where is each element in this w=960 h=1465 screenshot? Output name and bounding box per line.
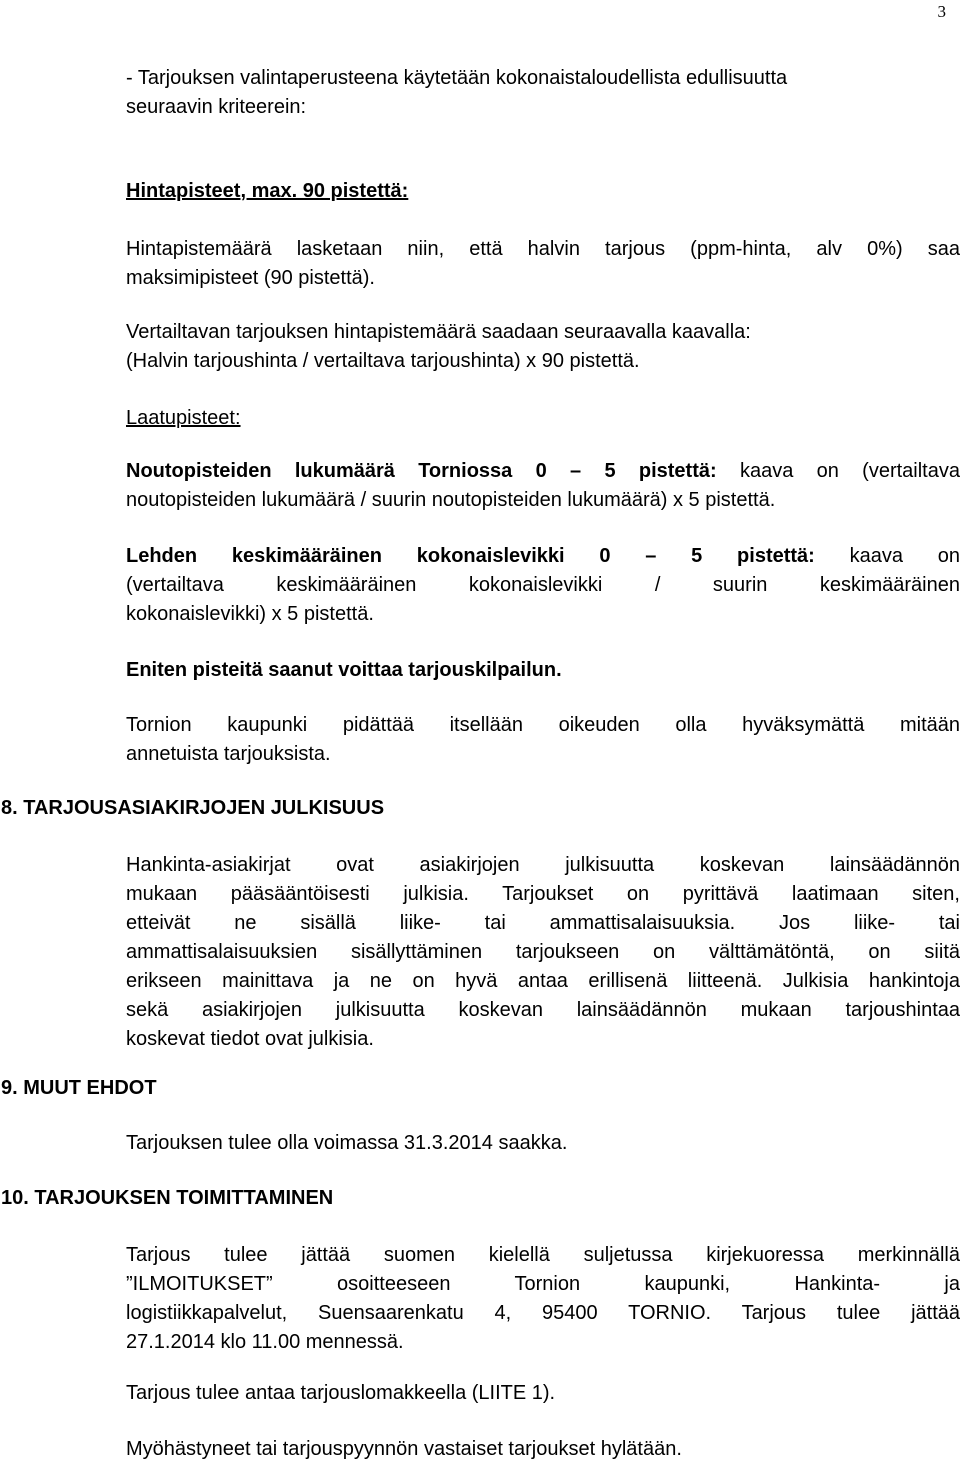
pickup-points-line-1 bbox=[126, 457, 960, 486]
section-10-body bbox=[126, 1241, 960, 1357]
winner-statement: Eniten pisteitä saanut voittaa tarjouskilpailun. bbox=[126, 659, 562, 681]
pickup-points-line-2: noutopisteiden lukumäärä / suurin noutopisteiden lukumäärä) x 5 pistettä. bbox=[126, 489, 776, 511]
pickup-points-criterion bbox=[126, 457, 960, 515]
price-points-line-1: Hintapistemäärä lasketaan niin, että halvin tarjous (ppm-hinta, alv 0%) saa bbox=[126, 238, 960, 260]
price-points-description bbox=[126, 235, 960, 293]
circulation-criterion bbox=[126, 542, 960, 629]
circulation-line-1 bbox=[126, 542, 960, 571]
offer-validity: Tarjouksen tulee olla voimassa 31.3.2014 saakka. bbox=[126, 1132, 568, 1154]
price-formula-line-1: Vertailtavan tarjouksen hintapistemäärä saadaan seuraavalla kaavalla: bbox=[126, 321, 751, 343]
page-number: 3 bbox=[937, 2, 946, 21]
section-8-line-5: erikseen mainittava ja ne on hyvä antaa erillisenä liitteenä. Julkisia hankintoja bbox=[126, 970, 960, 992]
pickup-points-label: Noutopisteiden lukumäärä Torniossa 0 – 5 pistettä: bbox=[126, 460, 717, 482]
rejection-right bbox=[126, 711, 960, 769]
criteria-intro-line-1: - Tarjouksen valintaperusteena käytetään kokonaistaloudellista edullisuutta bbox=[126, 67, 788, 89]
section-8-line-4: ammattisalaisuuksien sisällyttäminen tarjoukseen on välttämätöntä, on siitä bbox=[126, 941, 960, 963]
circulation-line-2: (vertailtava keskimääräinen kokonaislevikki / suurin keskimääräinen bbox=[126, 574, 960, 596]
section-8-line-6: sekä asiakirjojen julkisuutta koskevan lainsäädännön mukaan tarjoushintaa bbox=[126, 999, 960, 1021]
section-8-heading: 8. TARJOUSASIAKIRJOJEN JULKISUUS bbox=[1, 797, 385, 819]
pickup-points-formula-start: kaava on (vertailtava bbox=[716, 460, 960, 482]
rejection-right-line-2: annetuista tarjouksista. bbox=[126, 743, 331, 765]
price-points-heading: Hintapisteet, max. 90 pistettä: bbox=[126, 180, 409, 202]
section-8-line-2: mukaan pääsääntöisesti julkisia. Tarjoukset on pyrittävä laatimaan siten, bbox=[126, 883, 960, 905]
price-formula bbox=[126, 318, 960, 376]
section-8-body bbox=[126, 851, 960, 1054]
criteria-intro-line-2: seuraavin kriteerein: bbox=[126, 96, 307, 118]
section-8-line-3: etteivät ne sisällä liike- tai ammattisalaisuuksia. Jos liike- tai bbox=[126, 912, 960, 934]
criteria-intro bbox=[126, 64, 960, 122]
rejection-right-line-1: Tornion kaupunki pidättää itsellään oikeuden olla hyväksymättä mitään bbox=[126, 714, 960, 736]
price-points-line-2: maksimipisteet (90 pistettä). bbox=[126, 267, 375, 289]
quality-points-heading: Laatupisteet: bbox=[126, 407, 241, 429]
section-10-line-4: 27.1.2014 klo 11.00 mennessä. bbox=[126, 1331, 404, 1353]
section-10-heading: 10. TARJOUKSEN TOIMITTAMINEN bbox=[1, 1187, 334, 1209]
late-offers-statement: Myöhästyneet tai tarjouspyynnön vastaiset tarjoukset hylätään. bbox=[126, 1438, 682, 1460]
circulation-formula-start: kaava on bbox=[814, 545, 960, 567]
offer-form-instruction: Tarjous tulee antaa tarjouslomakkeella (LIITE 1). bbox=[126, 1382, 556, 1404]
section-8-line-1: Hankinta-asiakirjat ovat asiakirjojen julkisuutta koskevan lainsäädännön bbox=[126, 854, 960, 876]
section-10-line-2: ”ILMOITUKSET” osoitteeseen Tornion kaupunki, Hankinta- ja bbox=[126, 1273, 960, 1295]
section-10-line-3: logistiikkapalvelut, Suensaarenkatu 4, 95400 TORNIO. Tarjous tulee jättää bbox=[126, 1302, 960, 1324]
price-formula-line-2: (Halvin tarjoushinta / vertailtava tarjoushinta) x 90 pistettä. bbox=[126, 350, 640, 372]
circulation-label: Lehden keskimääräinen kokonaislevikki 0 – 5 pistettä: bbox=[126, 545, 815, 567]
section-8-line-7: koskevat tiedot ovat julkisia. bbox=[126, 1028, 374, 1050]
section-9-heading: 9. MUUT EHDOT bbox=[1, 1077, 157, 1099]
section-10-line-1: Tarjous tulee jättää suomen kielellä suljetussa kirjekuoressa merkinnällä bbox=[126, 1244, 960, 1266]
circulation-line-3: kokonaislevikki) x 5 pistettä. bbox=[126, 603, 374, 625]
